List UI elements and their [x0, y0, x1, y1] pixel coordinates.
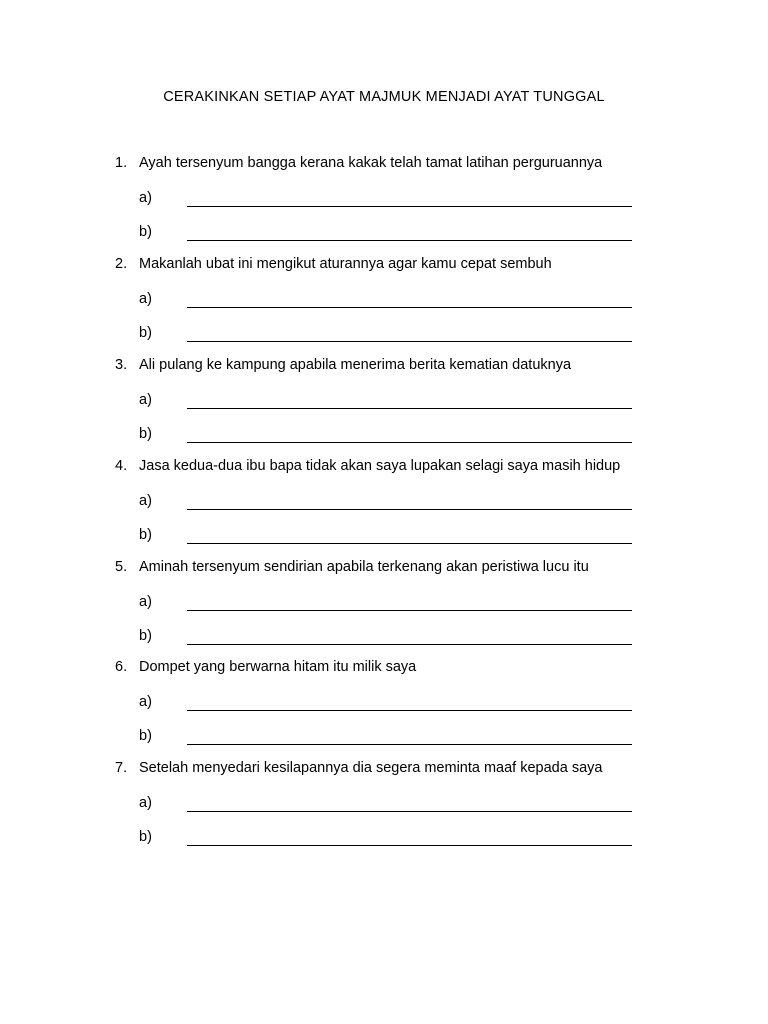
answer-label-b: b)	[139, 829, 152, 845]
answer-label-a: a)	[139, 190, 152, 206]
question-text: Jasa kedua-dua ibu bapa tidak akan saya lupakan selagi saya masih hidup	[139, 458, 621, 474]
question-text: Ali pulang ke kampung apabila menerima berita kematian datuknya	[139, 357, 572, 373]
question-5	[0, 558, 768, 660]
question-3	[0, 356, 768, 458]
answer-label-b: b)	[139, 325, 152, 341]
answer-label-b: b)	[139, 628, 152, 644]
question-text: Setelah menyedari kesilapannya dia segera meminta maaf kepada saya	[139, 760, 603, 776]
question-4	[0, 457, 768, 559]
answer-label-a: a)	[139, 493, 152, 509]
question-7	[0, 759, 768, 861]
question-number: 2.	[115, 256, 128, 272]
answer-line-a	[187, 408, 632, 409]
answer-label-a: a)	[139, 291, 152, 307]
answer-line-a	[187, 307, 632, 308]
answer-line-a	[187, 610, 632, 611]
answer-line-b	[187, 845, 632, 846]
question-number: 3.	[115, 357, 128, 373]
question-number: 6.	[115, 659, 128, 675]
page-title: CERAKINKAN SETIAP AYAT MAJMUK MENJADI AYAT TUNGGAL	[163, 89, 605, 105]
question-number: 1.	[115, 155, 128, 171]
question-6	[0, 658, 768, 760]
question-text: Aminah tersenyum sendirian apabila terkenang akan peristiwa lucu itu	[139, 559, 589, 575]
answer-label-a: a)	[139, 594, 152, 610]
answer-line-b	[187, 543, 632, 544]
answer-line-a	[187, 206, 632, 207]
question-number: 7.	[115, 760, 128, 776]
question-2	[0, 255, 768, 357]
answer-line-b	[187, 240, 632, 241]
answer-line-b	[187, 744, 632, 745]
question-number: 4.	[115, 458, 128, 474]
answer-label-a: a)	[139, 795, 152, 811]
answer-line-b	[187, 442, 632, 443]
answer-line-a	[187, 509, 632, 510]
answer-label-b: b)	[139, 728, 152, 744]
answer-line-b	[187, 644, 632, 645]
answer-label-a: a)	[139, 694, 152, 710]
question-text: Makanlah ubat ini mengikut aturannya agar kamu cepat sembuh	[139, 256, 552, 272]
question-number: 5.	[115, 559, 128, 575]
answer-label-b: b)	[139, 224, 152, 240]
question-text: Dompet yang berwarna hitam itu milik saya	[139, 659, 417, 675]
answer-label-b: b)	[139, 527, 152, 543]
answer-label-a: a)	[139, 392, 152, 408]
answer-line-a	[187, 811, 632, 812]
answer-label-b: b)	[139, 426, 152, 442]
answer-line-a	[187, 710, 632, 711]
question-text: Ayah tersenyum bangga kerana kakak telah tamat latihan perguruannya	[139, 155, 603, 171]
answer-line-b	[187, 341, 632, 342]
question-1	[0, 154, 768, 256]
